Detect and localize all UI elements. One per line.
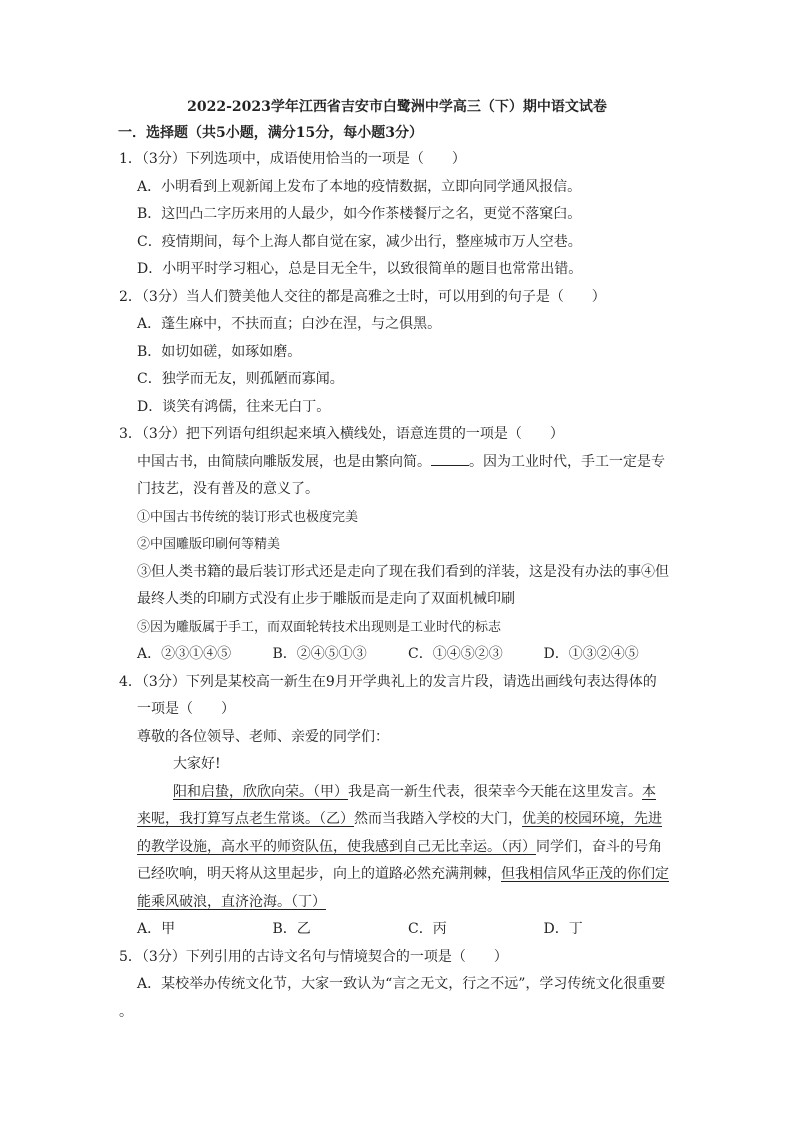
underlined-text: 的教学设施，高水平的师资队伍，使我感到自己无比幸运。（丙） (137, 838, 536, 855)
question-5-stem: 5．（3分）下列引用的古诗文名句与情境契合的一项是（ ） (119, 948, 508, 965)
question-2-option-b: B．如切如磋，如琢如磨。 (137, 343, 302, 360)
speech-greeting: 尊敬的各位领导、老师、亲爱的同学们： (137, 728, 389, 745)
underlined-text: 来呢，我打算写点老生常谈。（乙） (137, 811, 354, 827)
question-4-stem-cont: 一项是（ ） (137, 701, 235, 717)
question-1-option-d: D．小明平时学习粗心，总是目无全牛，以致很简单的题目也常常出错。 (137, 261, 583, 277)
question-2-option-d: D．谈笑有鸿儒，往来无白丁。 (137, 398, 331, 415)
question-1-option-c: C．疫情期间，每个上海人都自觉在家，减少出行，整座城市万人空巷。 (137, 233, 582, 250)
question-3-option-b: B．②④⑤①③ (272, 646, 367, 662)
question-2-option-c: C．独学而无友，则孤陋而寡闻。 (137, 371, 344, 387)
question-1-stem: 1．（3分）下列选项中，成语使用恰当的一项是（ ） (119, 151, 466, 167)
speech-text: 我是高一新生代表，很荣幸今天能在这里发言。 (348, 783, 642, 800)
question-3-sentence-2: ②中国雕版印刷何等精美 (137, 537, 281, 552)
question-3-sentence-3-4: ③但人类书籍的最后装订形式还是走向了现在我们看到的洋装，这是没有办法的事④但 (137, 563, 669, 580)
question-3-sentence-4-cont: 最终人类的印刷方式没有止步于雕版而是走向了双面机械印刷 (137, 591, 515, 607)
question-4-option-a: A．甲 (137, 921, 176, 937)
question-4-options (119, 916, 679, 944)
speech-text: 已经吹响，明天将从这里起步，向上的道路必然充满荆棘， (137, 866, 501, 882)
speech-hello: 大家好! (173, 756, 221, 772)
question-3-passage-line-2: 门技艺，没有普及的意义了。 (137, 481, 319, 497)
question-4-stem: 4．（3分）下列是某校高一新生在9月开学典礼上的发言片段，请选出画线句表达得体的 (119, 673, 657, 690)
question-3-sentence-5: ⑤因为雕版属于手工，而双面轮转技术出现则是工业时代的标志 (137, 619, 502, 635)
passage-text: 。因为工业时代，手工一定是专 (469, 453, 665, 470)
underlined-text: 阳和启蛰，欣欣向荣。（甲） (173, 783, 348, 800)
question-1-option-a: A．小明看到上观新闻上发布了本地的疫情数据，立即向同学通风报信。 (137, 178, 582, 195)
question-5-option-a: A．某校举办传统文化节，大家一致认为“言之无文，行之不远”，学习传统文化很重要 (137, 976, 666, 992)
speech-text: 然而当我踏入学校的大门， (354, 811, 522, 827)
speech-line-1 (119, 779, 679, 807)
question-3-option-c: C．①④⑤②③ (408, 646, 503, 662)
page-title: 2022-2023学年江西省吉安市白鹭洲中学高三（下）期中语文试卷 (187, 99, 607, 115)
question-4-option-d: D．丁 (543, 921, 583, 937)
speech-line-3 (119, 834, 679, 862)
question-3-sentence-1: ①中国古书传统的装订形式也极度完美 (137, 509, 359, 525)
speech-line-5 (119, 889, 679, 917)
question-3-options (119, 641, 679, 669)
question-2-option-a: A．蓬生麻中，不扶而直；白沙在涅，与之俱黑。 (137, 316, 442, 332)
question-2-stem: 2．（3分）当人们赞美他人交往的都是高雅之士时，可以用到的句子是（ ） (119, 288, 606, 305)
question-4-option-b: B．乙 (272, 921, 311, 937)
question-3-stem: 3．（3分）把下列语句组织起来填入横线处，语意连贯的一项是（ ） (119, 426, 564, 442)
underlined-text: 优美的校园环境，先进 (522, 811, 662, 827)
question-1-option-b: B．这凹凸二字历来用的人最少，如今作茶楼餐厅之名，更觉不落窠臼。 (137, 206, 582, 222)
speech-line-2 (119, 806, 679, 834)
question-3-option-d: D．①③②④⑤ (543, 646, 639, 662)
question-4-option-c: C．丙 (408, 921, 447, 937)
passage-text: 中国古书，由简牍向雕版发展，也是由繁向简。 (137, 453, 431, 470)
underlined-text: 本 (642, 783, 656, 800)
question-5-option-a-end: 。 (119, 1003, 133, 1020)
underlined-text: 但我相信风华正茂的你们定 (501, 866, 669, 882)
speech-line-4 (119, 861, 679, 889)
question-3-option-a: A．②③①④⑤ (137, 646, 232, 662)
section-title: 一．选择题（共5小题，满分15分，每小题3分） (118, 125, 423, 141)
speech-text: 同学们，奋斗的号角 (536, 838, 662, 855)
question-3-passage-line-1 (119, 449, 679, 477)
underlined-text: 能乘风破浪，直济沧海。（丁） (137, 893, 326, 910)
fill-blank (431, 451, 469, 466)
questions (119, 146, 679, 1026)
